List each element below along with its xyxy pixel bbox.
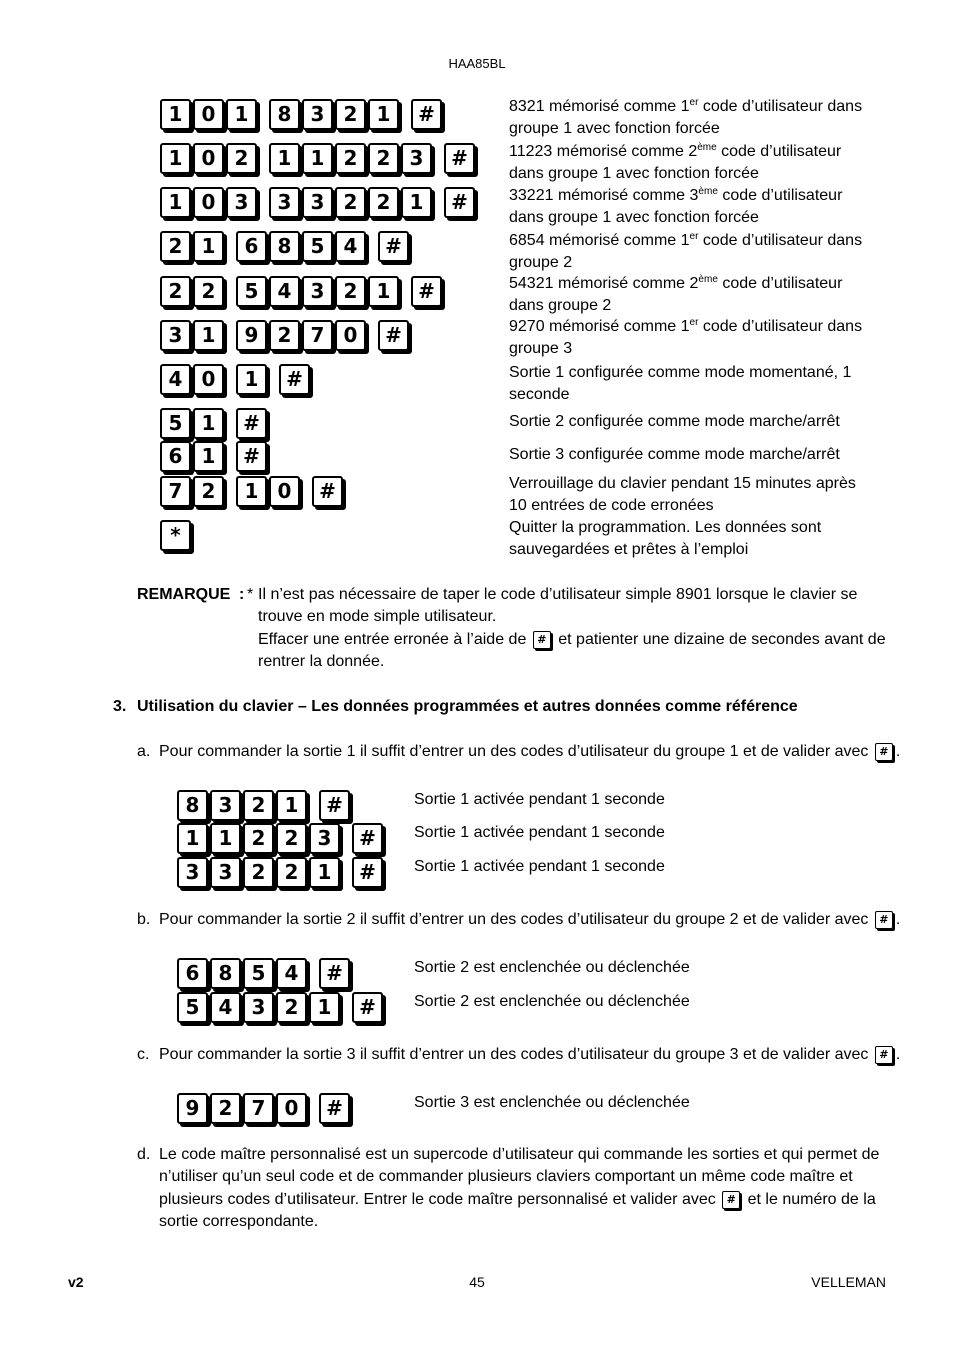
keypad-key-5: 5 xyxy=(243,958,274,989)
usage-label: Sortie 1 activée pendant 1 seconde xyxy=(414,791,665,808)
section-title: Utilisation du clavier – Les données programmées et autres données comme référence xyxy=(137,698,798,715)
keypad-key-0: 0 xyxy=(276,1093,307,1124)
keypad-key-1: 1 xyxy=(368,276,399,307)
item-a-text xyxy=(159,741,900,764)
item-b-marker: b. xyxy=(137,911,151,928)
usage-label: Sortie 3 est enclenchée ou déclenchée xyxy=(414,1094,690,1111)
keypad-key-0: 0 xyxy=(193,99,224,130)
keypad-key-6: 6 xyxy=(160,441,191,472)
keypad-key-3: 3 xyxy=(177,857,208,888)
keypad-key-1: 1 xyxy=(193,231,224,262)
keypad-key-8: 8 xyxy=(269,231,300,262)
hash-key-icon: # xyxy=(411,99,442,130)
keypad-key-4: 4 xyxy=(335,231,366,262)
keypad-key-2: 2 xyxy=(335,143,366,174)
item-d-line3b: et le numéro de la xyxy=(747,1191,876,1208)
footer-brand: VELLEMAN xyxy=(811,1274,886,1290)
keypad-key-3: 3 xyxy=(210,857,241,888)
keypad-key-0: 0 xyxy=(193,143,224,174)
keypad-key-2: 2 xyxy=(368,187,399,218)
hash-key-icon: # xyxy=(352,857,383,888)
footer-version: v2 xyxy=(68,1274,84,1290)
remark-line3b: et patienter une dizaine de secondes avant de xyxy=(558,631,886,648)
hash-key-icon: # xyxy=(722,1191,740,1209)
keypad-key-3: 3 xyxy=(309,823,340,854)
keypad-key-3: 3 xyxy=(302,187,333,218)
remark-line4: rentrer la donnée. xyxy=(258,653,385,670)
footer-page-number: 45 xyxy=(469,1274,485,1290)
keypad-key-4: 4 xyxy=(210,992,241,1023)
programming-description: 6854 mémorisé comme 1er code d’utilisateur dans groupe 2 xyxy=(509,231,863,271)
keypad-key-1: 1 xyxy=(236,364,267,395)
keypad-key-3: 3 xyxy=(302,99,333,130)
hash-key-icon: # xyxy=(378,320,409,351)
item-d-marker: d. xyxy=(137,1146,151,1163)
keypad-key-5: 5 xyxy=(177,992,208,1023)
keypad-key-3: 3 xyxy=(269,187,300,218)
keypad-key-9: 9 xyxy=(236,320,267,351)
keypad-key-3: 3 xyxy=(210,790,241,821)
remark-colon: : xyxy=(239,586,245,603)
item-c-text xyxy=(159,1044,900,1067)
remark-label: REMARQUE xyxy=(137,586,231,603)
keypad-key-6: 6 xyxy=(236,231,267,262)
keypad-key-1: 1 xyxy=(193,441,224,472)
keypad-key-8: 8 xyxy=(177,790,208,821)
keypad-key-7: 7 xyxy=(302,320,333,351)
hash-key-icon: # xyxy=(319,958,350,989)
remark-line3a: Effacer une entrée erronée à l’aide de xyxy=(258,631,527,648)
keypad-key-2: 2 xyxy=(160,231,191,262)
keypad-key-2: 2 xyxy=(335,187,366,218)
hash-key-icon: # xyxy=(352,823,383,854)
hash-key-icon: # xyxy=(236,408,267,439)
item-a-marker: a. xyxy=(137,743,151,760)
keypad-key-1: 1 xyxy=(177,823,208,854)
keypad-key-0: 0 xyxy=(193,187,224,218)
keypad-key-2: 2 xyxy=(160,276,191,307)
keypad-key-2: 2 xyxy=(243,857,274,888)
keypad-key-0: 0 xyxy=(193,364,224,395)
keypad-key-4: 4 xyxy=(269,276,300,307)
keypad-key-2: 2 xyxy=(243,823,274,854)
item-c-marker: c. xyxy=(137,1046,150,1063)
keypad-key-3: 3 xyxy=(160,320,191,351)
item-d-line3a: plusieurs codes d’utilisateur. Entrer le code maître personnalisé et valider avec xyxy=(159,1191,716,1208)
programming-description: 33221 mémorisé comme 3ème code d’utilisateur dans groupe 1 avec fonction forcée xyxy=(509,186,843,226)
programming-description: 9270 mémorisé comme 1er code d’utilisateur dans groupe 3 xyxy=(509,317,863,357)
keypad-key-1: 1 xyxy=(193,320,224,351)
item-b-sentence: Pour commander la sortie 2 il suffit d’entrer un des codes d’utilisateur du groupe 2 et de valider avec xyxy=(159,911,869,928)
keypad-key-2: 2 xyxy=(210,1093,241,1124)
hash-key-icon: # xyxy=(236,441,267,472)
keypad-key-3: 3 xyxy=(226,187,257,218)
keypad-key-9: 9 xyxy=(177,1093,208,1124)
programming-description: 54321 mémorisé comme 2ème code d’utilisateur dans groupe 2 xyxy=(509,274,843,314)
section-number: 3. xyxy=(113,698,127,715)
keypad-key-1: 1 xyxy=(368,99,399,130)
keypad-key-2: 2 xyxy=(335,99,366,130)
usage-label: Sortie 1 activée pendant 1 seconde xyxy=(414,824,665,841)
keypad-key-3: 3 xyxy=(302,276,333,307)
keypad-key-1: 1 xyxy=(302,143,333,174)
keypad-key-4: 4 xyxy=(160,364,191,395)
item-b-text xyxy=(159,909,900,932)
keypad-key-7: 7 xyxy=(160,476,191,507)
keypad-key-1: 1 xyxy=(160,99,191,130)
keypad-key-2: 2 xyxy=(226,143,257,174)
item-a-period: . xyxy=(895,743,901,760)
programming-description: Quitter la programmation. Les données sont sauvegardées et prêtes à l’emploi xyxy=(509,519,822,558)
item-b-period: . xyxy=(895,911,901,928)
keypad-key-2: 2 xyxy=(269,320,300,351)
keypad-key-0: 0 xyxy=(335,320,366,351)
keypad-key-2: 2 xyxy=(243,790,274,821)
keypad-key-7: 7 xyxy=(243,1093,274,1124)
hash-key-icon: # xyxy=(875,743,893,761)
keypad-key-2: 2 xyxy=(368,143,399,174)
star-key-icon: * xyxy=(160,520,191,551)
keypad-key-1: 1 xyxy=(226,99,257,130)
usage-label: Sortie 2 est enclenchée ou déclenchée xyxy=(414,993,690,1010)
keypad-key-5: 5 xyxy=(302,231,333,262)
keypad-key-2: 2 xyxy=(193,476,224,507)
keypad-key-2: 2 xyxy=(335,276,366,307)
item-a-sentence: Pour commander la sortie 1 il suffit d’entrer un des codes d’utilisateur du groupe 1 et de valider avec xyxy=(159,743,869,760)
hash-key-icon: # xyxy=(533,631,551,649)
remark-label-row xyxy=(137,584,230,607)
hash-key-icon: # xyxy=(312,476,343,507)
document-code: HAA85BL xyxy=(448,56,506,71)
item-d-line3 xyxy=(159,1189,876,1212)
keypad-key-3: 3 xyxy=(243,992,274,1023)
hash-key-icon: # xyxy=(319,1093,350,1124)
programming-description: 11223 mémorisé comme 2ème code d’utilisateur dans groupe 1 avec fonction forcée xyxy=(509,142,842,182)
hash-key-icon: # xyxy=(352,992,383,1023)
hash-key-icon: # xyxy=(279,364,310,395)
keypad-key-1: 1 xyxy=(309,992,340,1023)
remark-line1: Il n’est pas nécessaire de taper le code d’utilisateur simple 8901 lorsque le clavier se xyxy=(258,586,858,603)
usage-label: Sortie 1 activée pendant 1 seconde xyxy=(414,858,665,875)
keypad-key-8: 8 xyxy=(210,958,241,989)
keypad-key-1: 1 xyxy=(309,857,340,888)
item-d-line1: Le code maître personnalisé est un supercode d’utilisateur qui commande les sorties et qui permet de xyxy=(159,1146,880,1163)
keypad-key-1: 1 xyxy=(401,187,432,218)
programming-description: Verrouillage du clavier pendant 15 minutes après 10 entrées de code erronées xyxy=(509,475,856,514)
keypad-key-2: 2 xyxy=(193,276,224,307)
hash-key-icon: # xyxy=(411,276,442,307)
hash-key-icon: # xyxy=(875,911,893,929)
keypad-key-1: 1 xyxy=(210,823,241,854)
keypad-key-5: 5 xyxy=(236,276,267,307)
remark-star: * xyxy=(247,586,254,603)
programming-description: Sortie 1 configurée comme mode momentané, 1 seconde xyxy=(509,364,852,403)
programming-description: Sortie 2 configurée comme mode marche/arrêt xyxy=(509,413,840,430)
keypad-key-1: 1 xyxy=(193,408,224,439)
programming-description: 8321 mémorisé comme 1er code d’utilisateur dans groupe 1 avec fonction forcée xyxy=(509,97,863,137)
item-d-line4: sortie correspondante. xyxy=(159,1213,319,1230)
keypad-key-2: 2 xyxy=(276,992,307,1023)
hash-key-icon: # xyxy=(378,231,409,262)
usage-label: Sortie 2 est enclenchée ou déclenchée xyxy=(414,959,690,976)
keypad-key-4: 4 xyxy=(276,958,307,989)
keypad-key-2: 2 xyxy=(276,857,307,888)
hash-key-icon: # xyxy=(319,790,350,821)
keypad-key-3: 3 xyxy=(401,143,432,174)
remark-line2: trouve en mode simple utilisateur. xyxy=(258,608,497,625)
item-c-period: . xyxy=(895,1046,901,1063)
keypad-key-8: 8 xyxy=(269,99,300,130)
programming-description: Sortie 3 configurée comme mode marche/arrêt xyxy=(509,446,840,463)
keypad-key-5: 5 xyxy=(160,408,191,439)
item-c-sentence: Pour commander la sortie 3 il suffit d’entrer un des codes d’utilisateur du groupe 3 et de valider avec xyxy=(159,1046,869,1063)
keypad-key-2: 2 xyxy=(276,823,307,854)
keypad-key-1: 1 xyxy=(160,143,191,174)
keypad-key-1: 1 xyxy=(236,476,267,507)
keypad-key-1: 1 xyxy=(269,143,300,174)
hash-key-icon: # xyxy=(444,143,475,174)
hash-key-icon: # xyxy=(444,187,475,218)
keypad-key-6: 6 xyxy=(177,958,208,989)
remark-line3 xyxy=(258,629,886,652)
keypad-key-1: 1 xyxy=(160,187,191,218)
hash-key-icon: # xyxy=(875,1046,893,1064)
item-d-line2: n’utiliser qu’un seul code et de commander plusieurs claviers comportant un même code maître et xyxy=(159,1168,853,1185)
keypad-key-1: 1 xyxy=(276,790,307,821)
keypad-key-0: 0 xyxy=(269,476,300,507)
